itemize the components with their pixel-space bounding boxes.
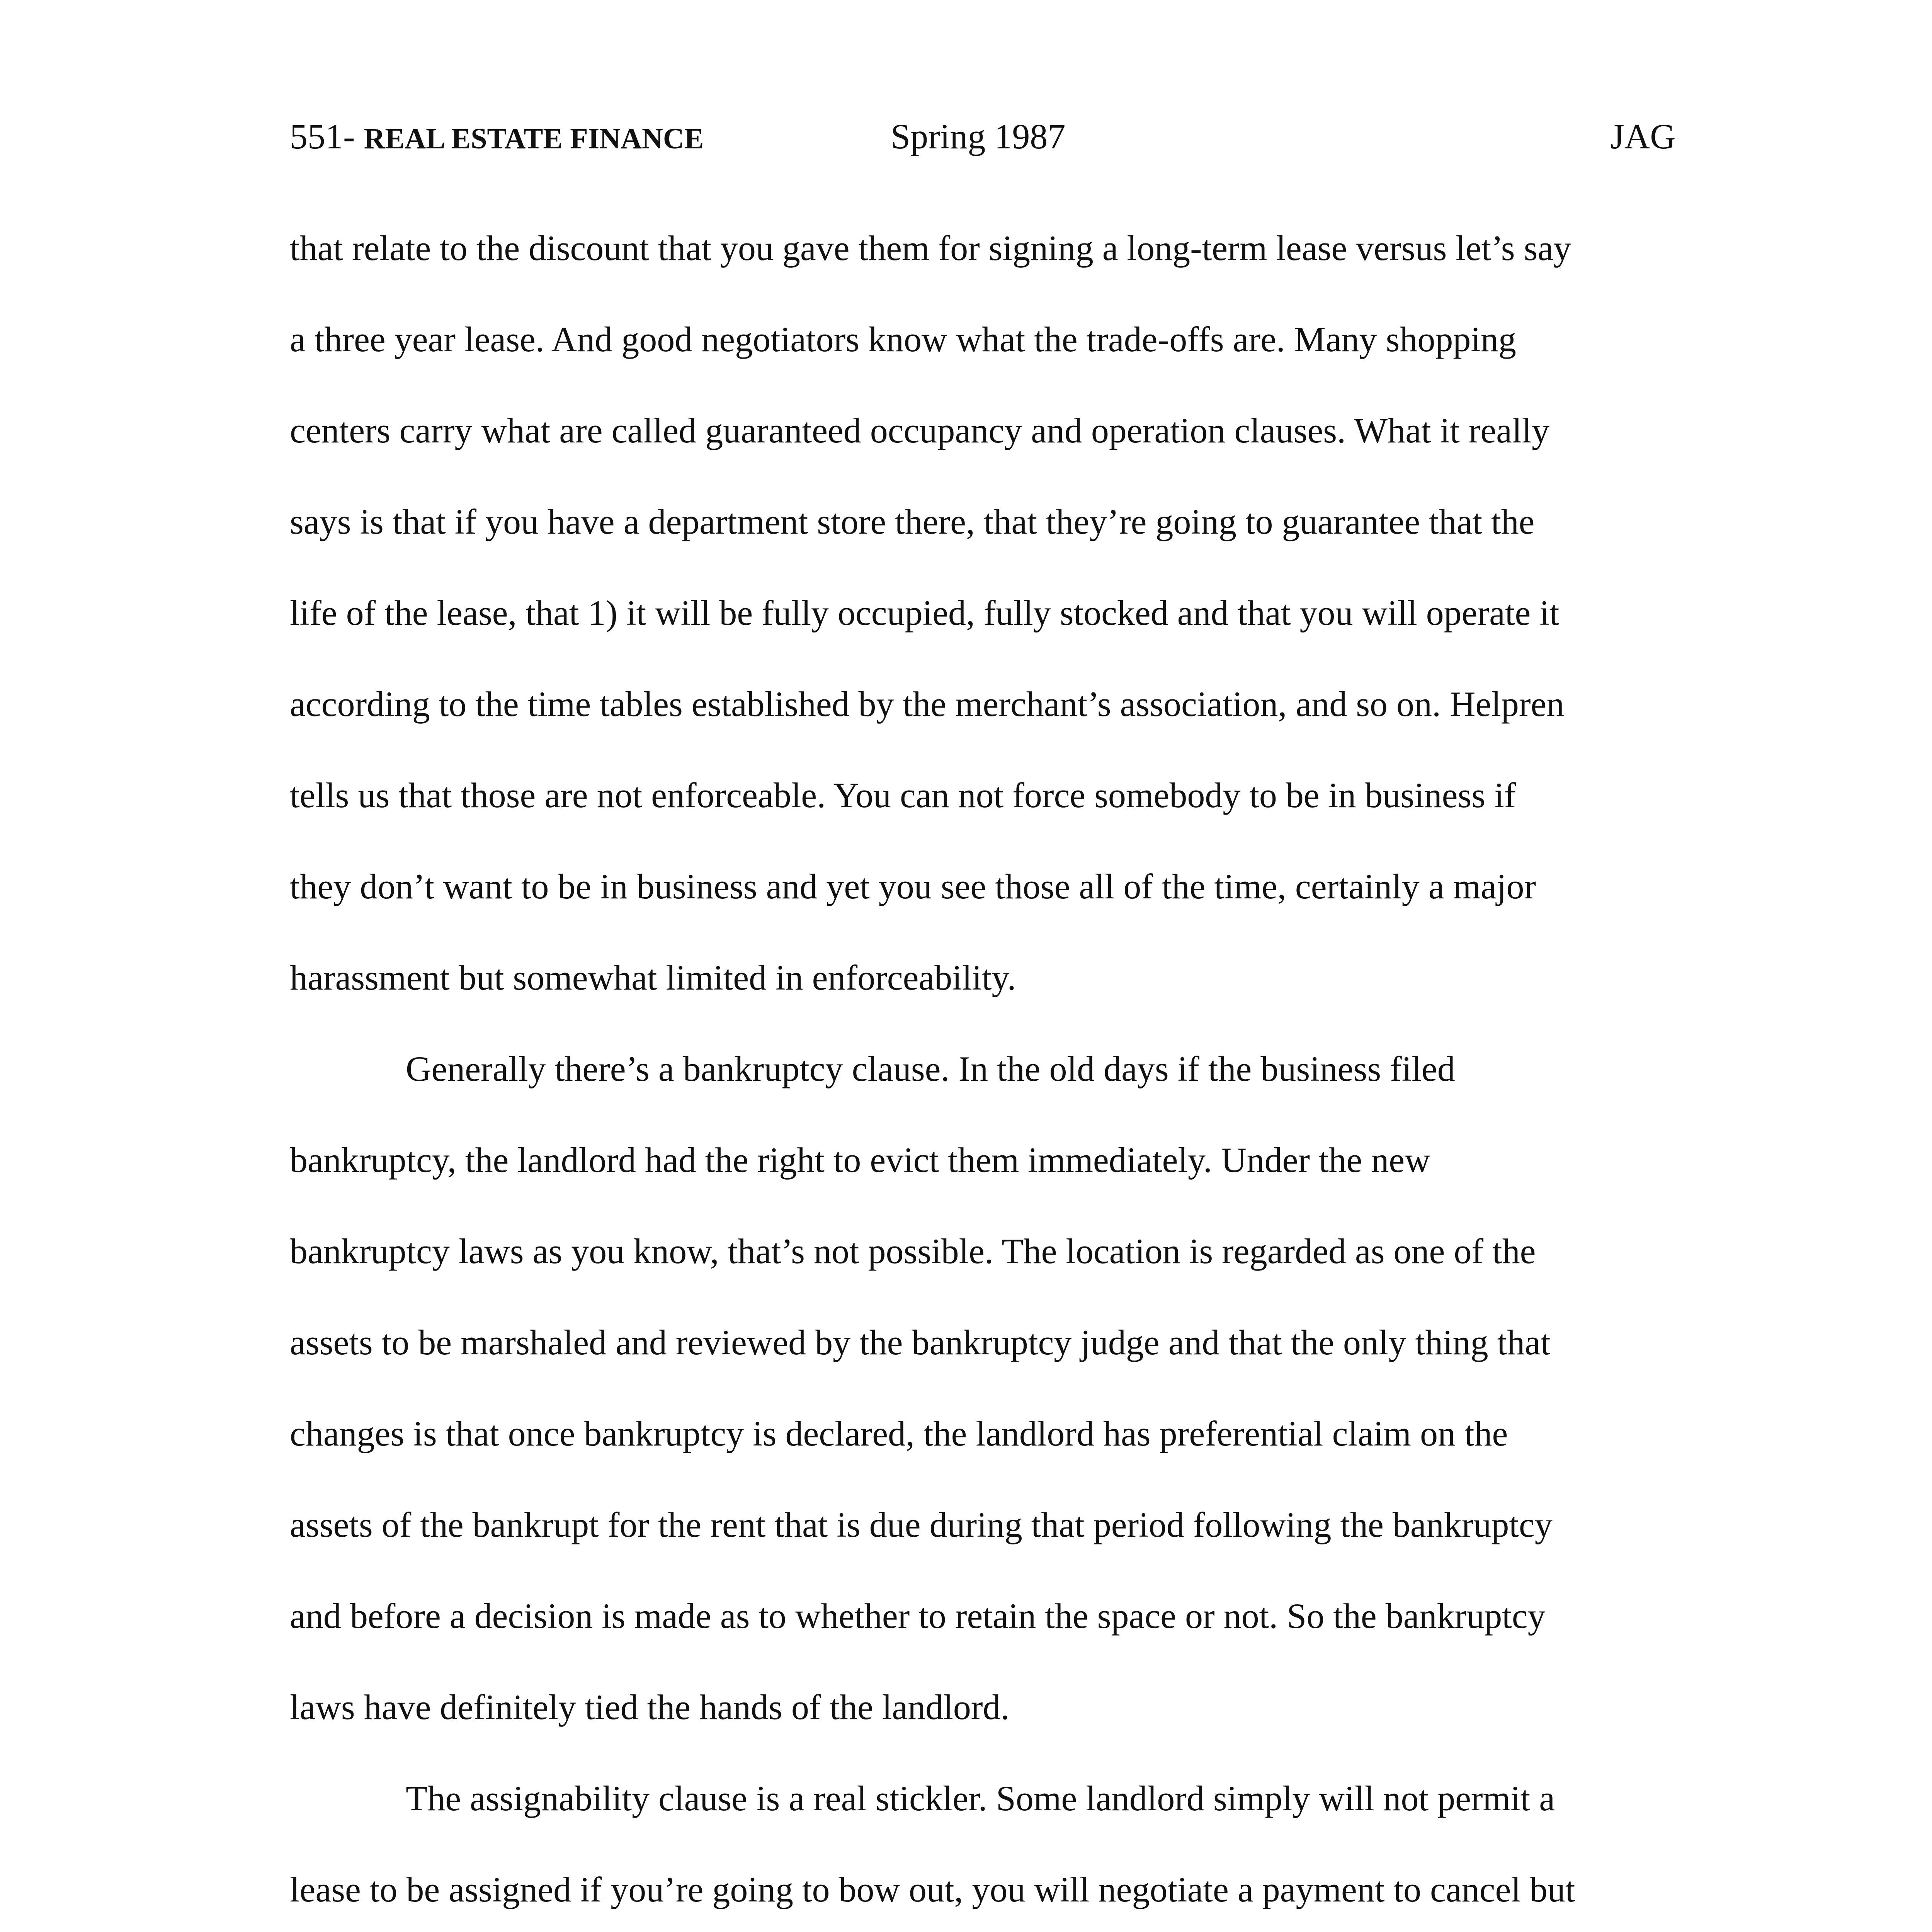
text-line: changes is that once bankruptcy is declared, the landlord has preferential claim on the <box>290 1414 1508 1453</box>
paragraph-first-line: The assignability clause is a real stickler. Some landlord simply will not permit a <box>406 1779 1555 1818</box>
text-line: that relate to the discount that you gave them for signing a long-term lease versus let’s say <box>290 228 1571 268</box>
text-line: says is that if you have a department store there, that they’re going to guarantee that the <box>290 502 1535 541</box>
text-line: they don’t want to be in business and yet you see those all of the time, certainly a major <box>290 867 1536 906</box>
author-initials: JAG <box>1611 117 1676 156</box>
transcript-body <box>290 230 1685 1932</box>
page-header <box>0 116 1932 162</box>
term-label: Spring 1987 <box>891 117 1066 156</box>
text-line: laws have definitely tied the hands of the landlord. <box>290 1687 1010 1727</box>
course-heading <box>290 116 704 157</box>
text-line: and before a decision is made as to whether to retain the space or not. So the bankruptcy <box>290 1596 1546 1636</box>
text-line: according to the time tables established by the merchant’s association, and so on. Helpren <box>290 684 1565 724</box>
text-line: assets of the bankrupt for the rent that is due during that period following the bankruptcy <box>290 1505 1553 1544</box>
text-line: a three year lease. And good negotiators know what the trade-offs are. Many shopping <box>290 320 1516 359</box>
course-title: REAL ESTATE FINANCE <box>364 122 704 155</box>
text-line: tells us that those are not enforceable. You can not force somebody to be in business if <box>290 776 1516 815</box>
text-line: bankruptcy laws as you know, that’s not possible. The location is regarded as one of the <box>290 1231 1536 1271</box>
paragraph-first-line: Generally there’s a bankruptcy clause. In the old days if the business filed <box>406 1049 1455 1088</box>
text-line: lease to be assigned if you’re going to bow out, you will negotiate a payment to cancel but <box>290 1870 1575 1909</box>
text-line: life of the lease, that 1) it will be fully occupied, fully stocked and that you will operate it <box>290 593 1560 633</box>
course-number: 551- <box>290 117 355 156</box>
text-line: bankruptcy, the landlord had the right to evict them immediately. Under the new <box>290 1140 1430 1180</box>
text-line: harassment but somewhat limited in enforceability. <box>290 958 1016 997</box>
text-line: assets to be marshaled and reviewed by the bankruptcy judge and that the only thing that <box>290 1323 1551 1362</box>
text-line: centers carry what are called guaranteed occupancy and operation clauses. What it really <box>290 411 1550 450</box>
